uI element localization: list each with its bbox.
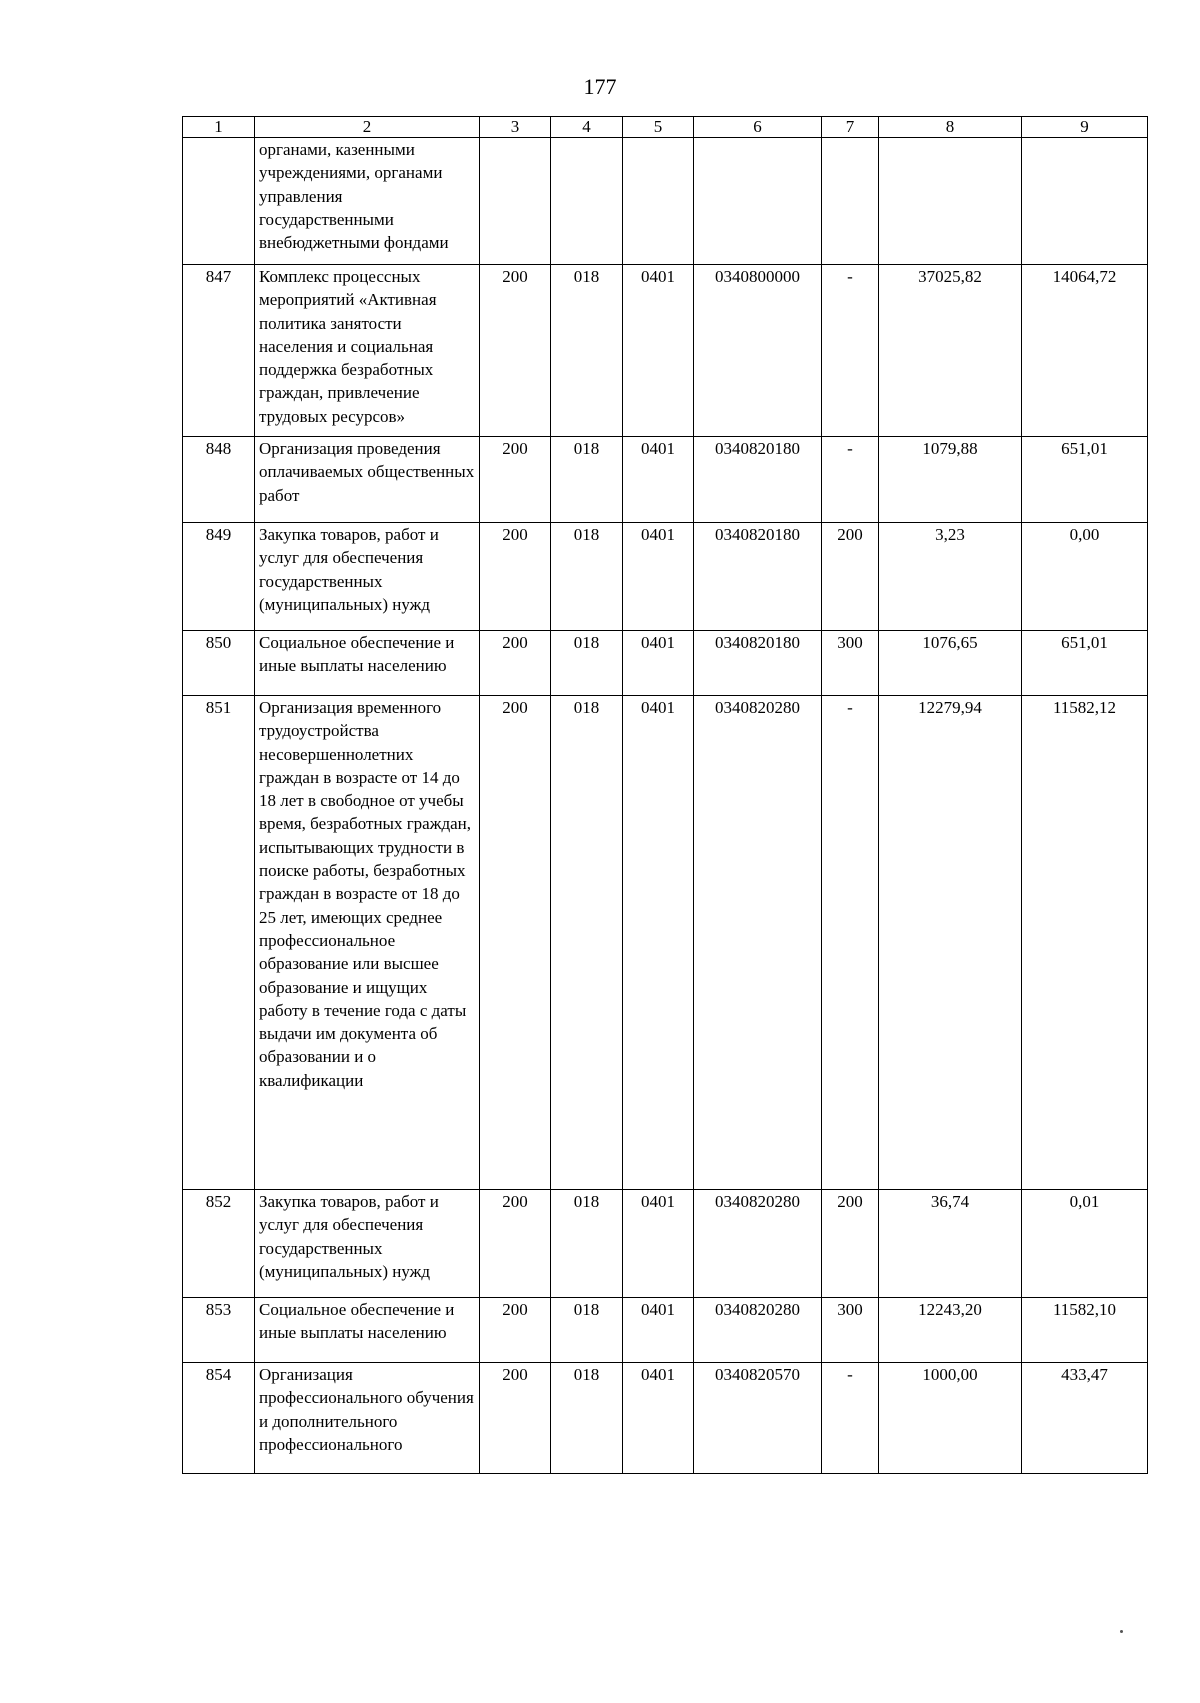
code-col6-cell: 0340820180 bbox=[694, 437, 822, 523]
amount-col8-cell: 1000,00 bbox=[879, 1363, 1022, 1474]
code-col3-cell: 200 bbox=[480, 631, 551, 696]
code-col7-cell: - bbox=[822, 265, 879, 437]
row-name-cell: Социальное обеспечение и иные выплаты населению bbox=[255, 631, 480, 696]
table-row bbox=[183, 1298, 1148, 1363]
code-col5-cell: 0401 bbox=[623, 523, 694, 631]
table-row bbox=[183, 138, 1148, 265]
column-header: 6 bbox=[694, 117, 822, 138]
table-row bbox=[183, 1363, 1148, 1474]
column-header: 9 bbox=[1022, 117, 1148, 138]
amount-col8-cell: 1076,65 bbox=[879, 631, 1022, 696]
row-name-cell: Закупка товаров, работ и услуг для обеспечения государственных (муниципальных) нужд bbox=[255, 523, 480, 631]
table-row bbox=[183, 696, 1148, 1190]
code-col7-cell bbox=[822, 138, 879, 265]
amount-col9-cell bbox=[1022, 138, 1148, 265]
row-name-cell: Закупка товаров, работ и услуг для обеспечения государственных (муниципальных) нужд bbox=[255, 1190, 480, 1298]
code-col3-cell: 200 bbox=[480, 1363, 551, 1474]
code-col3-cell: 200 bbox=[480, 696, 551, 1190]
code-col6-cell bbox=[694, 138, 822, 265]
row-name-cell: Организация проведения оплачиваемых общественных работ bbox=[255, 437, 480, 523]
row-number-cell: 851 bbox=[183, 696, 255, 1190]
code-col4-cell: 018 bbox=[551, 1298, 623, 1363]
row-name-cell: органами, казенными учреждениями, органами управления государственными внебюджетными фондами bbox=[255, 138, 480, 265]
code-col7-cell: - bbox=[822, 696, 879, 1190]
row-number-cell: 848 bbox=[183, 437, 255, 523]
code-col3-cell: 200 bbox=[480, 437, 551, 523]
row-number-cell: 853 bbox=[183, 1298, 255, 1363]
scan-speck bbox=[1120, 1630, 1123, 1633]
amount-col9-cell: 11582,12 bbox=[1022, 696, 1148, 1190]
code-col4-cell: 018 bbox=[551, 631, 623, 696]
code-col3-cell bbox=[480, 138, 551, 265]
amount-col8-cell: 37025,82 bbox=[879, 265, 1022, 437]
code-col4-cell: 018 bbox=[551, 523, 623, 631]
code-col7-cell: 200 bbox=[822, 523, 879, 631]
code-col5-cell: 0401 bbox=[623, 437, 694, 523]
code-col5-cell: 0401 bbox=[623, 631, 694, 696]
column-header: 2 bbox=[255, 117, 480, 138]
row-name-cell: Комплекс процессных мероприятий «Активная политика занятости населения и социальная поддержка безработных граждан, привлечение трудовых ресурсов» bbox=[255, 265, 480, 437]
page-number: 177 bbox=[583, 74, 617, 99]
row-number-cell: 852 bbox=[183, 1190, 255, 1298]
code-col5-cell: 0401 bbox=[623, 696, 694, 1190]
header-row bbox=[183, 117, 1148, 138]
table-row bbox=[183, 1190, 1148, 1298]
code-col6-cell: 0340820180 bbox=[694, 631, 822, 696]
row-name-cell: Социальное обеспечение и иные выплаты населению bbox=[255, 1298, 480, 1363]
code-col4-cell: 018 bbox=[551, 437, 623, 523]
code-col7-cell: - bbox=[822, 1363, 879, 1474]
code-col4-cell: 018 bbox=[551, 265, 623, 437]
column-header: 3 bbox=[480, 117, 551, 138]
amount-col8-cell bbox=[879, 138, 1022, 265]
code-col3-cell: 200 bbox=[480, 265, 551, 437]
table-row bbox=[183, 631, 1148, 696]
code-col3-cell: 200 bbox=[480, 1298, 551, 1363]
amount-col8-cell: 36,74 bbox=[879, 1190, 1022, 1298]
row-number-cell: 854 bbox=[183, 1363, 255, 1474]
code-col4-cell: 018 bbox=[551, 1190, 623, 1298]
row-name-cell: Организация временного трудоустройства несовершеннолетних граждан в возрасте от 14 до 18 лет в свободное от учебы время, безработных граждан, испытывающих трудности в поиске работы, безработных граждан в возрасте от 18 до 25 лет, имеющих среднее профессиональное образование или высшее образование и ищущих работу в течение года с даты выдачи им документа об образовании и о квалификации bbox=[255, 696, 480, 1190]
column-header: 1 bbox=[183, 117, 255, 138]
amount-col9-cell: 0,01 bbox=[1022, 1190, 1148, 1298]
table-row bbox=[183, 523, 1148, 631]
code-col4-cell bbox=[551, 138, 623, 265]
amount-col9-cell: 651,01 bbox=[1022, 437, 1148, 523]
code-col5-cell: 0401 bbox=[623, 1190, 694, 1298]
code-col5-cell: 0401 bbox=[623, 1363, 694, 1474]
table-body bbox=[183, 138, 1148, 1474]
code-col5-cell: 0401 bbox=[623, 265, 694, 437]
row-number-cell: 849 bbox=[183, 523, 255, 631]
code-col5-cell: 0401 bbox=[623, 1298, 694, 1363]
table-row bbox=[183, 437, 1148, 523]
amount-col9-cell: 0,00 bbox=[1022, 523, 1148, 631]
code-col5-cell bbox=[623, 138, 694, 265]
code-col6-cell: 0340820280 bbox=[694, 1298, 822, 1363]
amount-col8-cell: 3,23 bbox=[879, 523, 1022, 631]
code-col7-cell: 300 bbox=[822, 631, 879, 696]
amount-col9-cell: 14064,72 bbox=[1022, 265, 1148, 437]
code-col7-cell: 300 bbox=[822, 1298, 879, 1363]
code-col4-cell: 018 bbox=[551, 1363, 623, 1474]
code-col3-cell: 200 bbox=[480, 1190, 551, 1298]
column-header: 5 bbox=[623, 117, 694, 138]
code-col7-cell: - bbox=[822, 437, 879, 523]
amount-col9-cell: 433,47 bbox=[1022, 1363, 1148, 1474]
amount-col8-cell: 12243,20 bbox=[879, 1298, 1022, 1363]
code-col6-cell: 0340800000 bbox=[694, 265, 822, 437]
amount-col9-cell: 11582,10 bbox=[1022, 1298, 1148, 1363]
amount-col8-cell: 12279,94 bbox=[879, 696, 1022, 1190]
column-header: 4 bbox=[551, 117, 623, 138]
table-row bbox=[183, 265, 1148, 437]
column-header: 7 bbox=[822, 117, 879, 138]
row-name-cell: Организация профессионального обучения и дополнительного профессионального bbox=[255, 1363, 480, 1474]
code-col6-cell: 0340820280 bbox=[694, 696, 822, 1190]
amount-col9-cell: 651,01 bbox=[1022, 631, 1148, 696]
code-col4-cell: 018 bbox=[551, 696, 623, 1190]
column-header: 8 bbox=[879, 117, 1022, 138]
row-number-cell: 847 bbox=[183, 265, 255, 437]
code-col3-cell: 200 bbox=[480, 523, 551, 631]
code-col6-cell: 0340820180 bbox=[694, 523, 822, 631]
row-number-cell bbox=[183, 138, 255, 265]
row-number-cell: 850 bbox=[183, 631, 255, 696]
budget-table bbox=[182, 116, 1148, 1474]
code-col6-cell: 0340820280 bbox=[694, 1190, 822, 1298]
amount-col8-cell: 1079,88 bbox=[879, 437, 1022, 523]
code-col6-cell: 0340820570 bbox=[694, 1363, 822, 1474]
code-col7-cell: 200 bbox=[822, 1190, 879, 1298]
